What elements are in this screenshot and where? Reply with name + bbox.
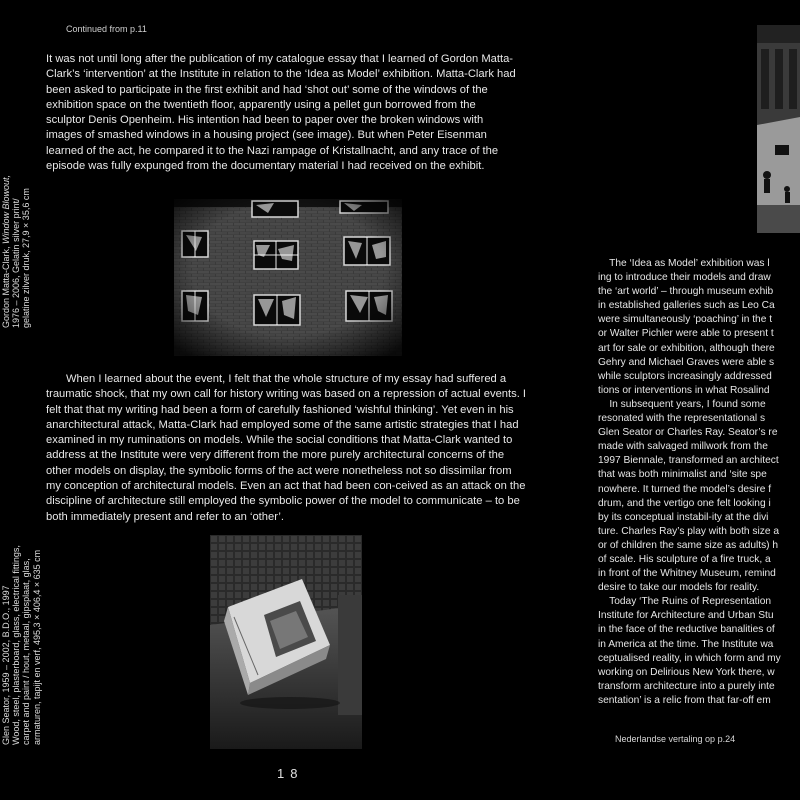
window-blowout-image — [174, 199, 402, 356]
continued-from-note: Continued from p.11 — [66, 24, 147, 34]
column2-line: Institute for Architecture and Urban Stu — [598, 610, 774, 622]
paragraph-text-2: When I learned about the event, I felt that the whole structure of my essay had suffered a traumatic shock, that my own call for history writing was based on a repression of actual events. I felt that that my writing had been a form of carefully fashioned ‘wishful thinking’. Yet even in his anarchitectural attack, Matta-Clark had employed some of the same artistic strategies that I had examined in my ruminations on models. While the social conditions that Matta-Clark wanted to address at the Institute were very different from the more purely architectural concerns of the other models on display, the symbolic forms of the act were nonetheless not so dissimilar from my conception of architectural models. Even an act that had been con-ceived as an attack on the discipline of architecture still employed the symbolic power of the model to communicate – to be both immediately present and refer to an ‘other’. — [46, 373, 527, 523]
column2-line: were simultaneously ‘poaching’ in the t — [598, 314, 773, 326]
second-column-text — [598, 257, 800, 708]
column2-line: in front of the Whitney Museum, remind — [598, 568, 776, 580]
body-paragraph-2 — [46, 372, 528, 525]
column2-line: sentation’ is a relic from that far-off em — [598, 694, 771, 706]
column2-line: desire to take our models for reality. — [598, 582, 760, 594]
caption-artist: Gordon Matta-Clark, — [1, 243, 11, 328]
column2-line: ceptualised reality, in which form and my — [598, 652, 781, 664]
column2-line: that was both minimalist and ‘site spe — [598, 469, 767, 481]
column2-line: nowhere. It turned the model’s desire f — [598, 483, 772, 495]
column2-line: resonated with the representational s — [598, 413, 766, 425]
caption2-line-1: Glen Seator, 1959 – 2002, B.D.O., 1997 — [1, 585, 11, 745]
column2-line: tions or interventions in what Rosalind — [598, 384, 770, 396]
column2-line: Glen Seator or Charles Ray. Seator’s re — [598, 427, 778, 439]
column2-line: or of children the same size as adults) h — [598, 539, 779, 551]
translation-note: Nederlandse vertaling op p.24 — [615, 734, 736, 744]
window-blowout-photo — [174, 199, 402, 356]
column2-line: working on Delirious New York there, w — [598, 666, 775, 678]
caption-glen-seator — [1, 545, 42, 745]
column2-line: ing to introduce their models and draw — [598, 272, 771, 284]
column2-line: transform architecture into a purely inte — [598, 680, 775, 692]
paragraph-text-1: It was not until long after the publication of my catalogue essay that I learned of Gordon Matta-Clark’s ‘intervention’ at the Institute in relation to the ‘Idea as Model’ exhibition. Matta-Clark had been asked to participate in the first exhibit and had ‘shot out’ some of the windows of the exhibition space on the twentieth floor, apparently using a pellet gun borrowed from the sculptor Denis Openheim. His intention had been to paper over the broken windows with images of smashed windows in a housing project (see image). But when Peter Eisenman learned of the act, he compared it to the Nazi rampage of Kristallnacht, and any trace of the episode was fully expunged from the documentary material I had received on the exhibit. — [46, 53, 516, 173]
column2-line: made with salvaged millwork from the — [598, 441, 768, 453]
column2-line: or Walter Pichler were able to present t — [598, 328, 774, 340]
column2-line: The ‘Idea as Model’ exhibition was l — [598, 258, 770, 269]
column2-line: art for sale or exhibition, although there — [598, 342, 775, 354]
column2-line: in the face of the reductive banalities of — [598, 624, 775, 636]
bdo-sculpture-image — [210, 535, 362, 749]
column2-line: 1997 Biennale, transformed an architect — [598, 455, 779, 467]
caption-artwork-title: Window Blowout, — [1, 175, 11, 244]
column2-line: ture. Charles Ray’s play with both size a — [598, 525, 780, 537]
caption-line-3: gelatine zilver druk, 27,9 × 35,6 cm — [21, 188, 32, 328]
caption-line-2: 1976 – 2006, Gelatin silver print/ — [11, 198, 22, 328]
caption-matta-clark — [1, 175, 32, 328]
column2-line: Gehry and Michael Graves were able s — [598, 356, 775, 368]
column2-line: of scale. His sculpture of a fire truck, a — [598, 553, 771, 565]
body-paragraph-1 — [46, 52, 518, 174]
column2-line: Today ‘The Ruins of Representation — [598, 596, 772, 608]
column2-line: In subsequent years, I found some — [598, 398, 766, 410]
bdo-sculpture-photo — [210, 535, 362, 749]
caption2-line-2: Wood, steel, plasterboard, glass, electrical fittings, — [11, 545, 22, 745]
column2-line: while sculptors increasingly addressed — [598, 370, 772, 382]
column2-line: by its conceptual instabil-ity at the divi — [598, 511, 769, 523]
column2-line: the ‘art world’ – through museum exhib — [598, 286, 774, 298]
street-scene-image — [757, 25, 800, 233]
page-number: 18 — [277, 766, 304, 781]
caption2-line-3: carpet and paint / hout, metaal, gipsplaat, glas, — [21, 558, 32, 745]
column2-line: drum, and the vertigo one felt looking i — [598, 497, 771, 509]
caption2-line-4: armaturen, tapijt en verf, 495,3 × 406,4 × 635 cm — [31, 549, 42, 745]
column2-line: in America at the time. The Institute wa — [598, 638, 774, 650]
column2-line: in established galleries such as Leo Ca — [598, 300, 775, 312]
street-scene-photo — [757, 25, 800, 233]
